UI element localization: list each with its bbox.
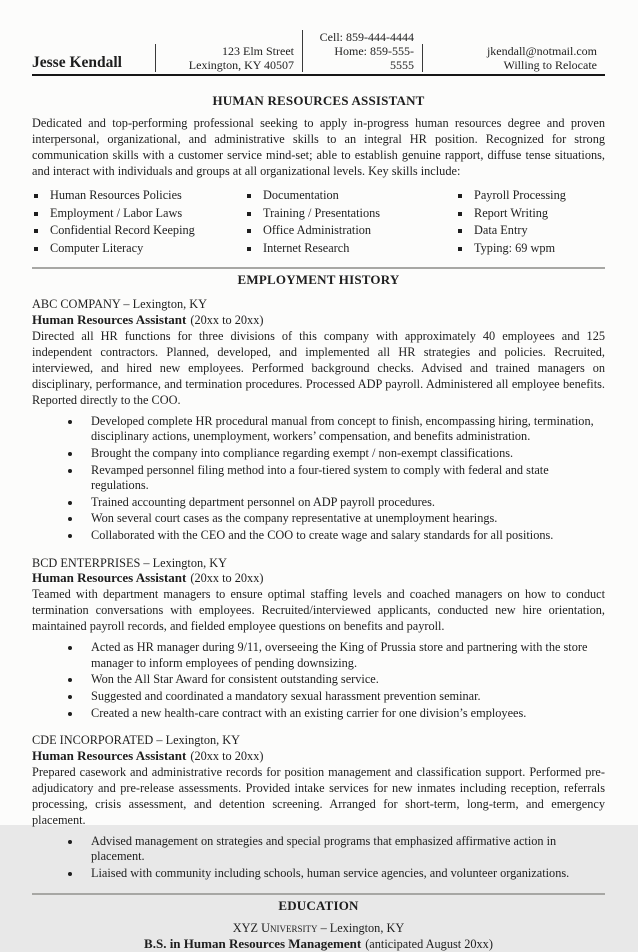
- skill-item: ▪ Computer Literacy: [48, 241, 245, 256]
- skill-item: ▪ Report Writing: [472, 206, 605, 221]
- skills-column-3: [456, 188, 605, 258]
- company-line: CDE INCORPORATED – Lexington, KY: [32, 733, 241, 748]
- achievement-item: • Collaborated with the CEO and the COO to create wage and salary standards for all positions.: [82, 528, 605, 544]
- achievement-item: • Revamped personnel filing method into a four-tiered system to comply with federal and state regulations.: [82, 463, 605, 494]
- relocation-note: Willing to Relocate: [503, 58, 597, 72]
- achievement-item: • Acted as HR manager during 9/11, overseeing the King of Prussia store and partnering with the store manager to inform employees of pending downsizing.: [82, 640, 605, 671]
- employment-section-title: EMPLOYMENT HISTORY: [237, 272, 400, 288]
- job-title: Human Resources Assistant: [32, 747, 187, 763]
- school-name: XYZ University: [232, 921, 318, 936]
- employment-history: [32, 297, 605, 881]
- skill-item: ▪ Typing: 69 wpm: [472, 241, 605, 256]
- section-divider: [32, 267, 605, 269]
- skill-item: ▪ Confidential Record Keeping: [48, 223, 245, 238]
- job-achievements: [32, 414, 605, 544]
- company-line: ABC COMPANY – Lexington, KY: [32, 297, 208, 312]
- email-block: [422, 44, 605, 72]
- skill-item: ▪ Office Administration: [261, 223, 456, 238]
- achievement-item: • Brought the company into compliance regarding exempt / non-exempt classifications.: [82, 446, 605, 462]
- skill-item: ▪ Human Resources Policies: [48, 188, 245, 203]
- school-location: – Lexington, KY: [320, 921, 405, 936]
- skill-item: ▪ Internet Research: [261, 241, 456, 256]
- role-line: [32, 748, 605, 764]
- job-achievements: [32, 640, 605, 721]
- job-description: Teamed with department managers to ensure optimal staffing levels and coached managers on how to conduct termination conversations with employees. Recruited/interviewed applicants, conducted new hire orientation, maintained payroll records, and fielded employee questions on benefits and payroll.: [32, 587, 605, 634]
- job-dates: (20xx to 20xx): [190, 571, 264, 586]
- job-title: Human Resources Assistant: [32, 311, 187, 327]
- role-line: [32, 312, 605, 328]
- summary-paragraph: Dedicated and top-performing professional seeking to apply in-progress human resources degree and proven interpersonal, organizational, and administrative skills to an integral HR position. Recognized for strong communication skills with a customer service mind-set; able to establish genuine rapport, diffuse tense situations, and interact with individuals and groups at all organizational levels. Key skills include:: [32, 116, 605, 178]
- skill-item: ▪ Payroll Processing: [472, 188, 605, 203]
- candidate-name: Jesse Kendall: [32, 54, 122, 71]
- job-description: Prepared casework and administrative records for position management and classification support. Performed pre-adjudicatory and pre-release assessments. Provided intake services for new inmates including reception, referrals processing, crisis assessment, and detention screening. Arranged for short-term, long-term, and emergency placement.: [32, 764, 605, 827]
- job-entry-cde-incorporated: [32, 733, 605, 881]
- cell-phone: Cell: 859-444-4444: [319, 30, 414, 44]
- job-entry-bcd-enterprises: [32, 556, 605, 721]
- address-line-1: 123 Elm Street: [222, 44, 294, 58]
- achievement-item: • Advised management on strategies and special programs that emphasized affirmative action in placement.: [82, 834, 605, 865]
- address-line-2: Lexington, KY 40507: [188, 58, 294, 72]
- job-achievements: [32, 834, 605, 882]
- skill-item: ▪ Employment / Labor Laws: [48, 206, 245, 221]
- key-skills-list: [32, 188, 605, 258]
- achievement-item: • Suggested and coordinated a mandatory sexual harassment prevention seminar.: [82, 689, 605, 705]
- email-address: jkendall@notmail.com: [486, 44, 597, 58]
- education-section: [32, 898, 605, 952]
- degree-line: [32, 936, 605, 952]
- achievement-item: • Trained accounting department personnel on ADP payroll procedures.: [82, 495, 605, 511]
- job-dates: (20xx to 20xx): [190, 312, 264, 327]
- resume-title: HUMAN RESOURCES ASSISTANT: [212, 93, 425, 108]
- achievement-item: • Won several court cases as the company representative at unemployment hearings.: [82, 511, 605, 527]
- contact-header: [32, 30, 605, 76]
- company-line: BCD ENTERPRISES – Lexington, KY: [32, 555, 228, 570]
- skill-item: ▪ Documentation: [261, 188, 456, 203]
- phone-block: [302, 30, 422, 72]
- skills-column-1: [32, 188, 245, 258]
- skill-item: ▪ Data Entry: [472, 223, 605, 238]
- skill-item: ▪ Training / Presentations: [261, 206, 456, 221]
- job-description: Directed all HR functions for three divisions of this company with approximately 40 employees and 125 independent contractors. Planned, developed, and implemented all HR strategies and policies. Recruited, interviewed, and hired new employees. Performed background checks. Advised and trained managers on disciplinary, performance, and termination procedures. Processed ADP payroll. Administered all employee benefits. Reported directly to the COO.: [32, 328, 605, 407]
- section-divider: [32, 893, 605, 895]
- school-line: [32, 921, 605, 936]
- job-dates: (20xx to 20xx): [190, 748, 264, 763]
- address-block: [155, 44, 302, 72]
- degree-note: (anticipated August 20xx): [365, 937, 493, 952]
- achievement-item: • Won the All Star Award for consistent outstanding service.: [82, 672, 605, 688]
- achievement-item: • Liaised with community including schools, human service agencies, and volunteer organizations.: [82, 866, 605, 882]
- degree-name: B.S. in Human Resources Management: [144, 936, 362, 952]
- achievement-item: • Developed complete HR procedural manual from concept to finish, encompassing hiring, termination, disciplinary actions, unemployment, workers’ compensation, and benefits administration.: [82, 414, 605, 445]
- achievement-item: • Created a new health-care contract with an existing carrier for one division’s employees.: [82, 706, 605, 722]
- role-line: [32, 570, 605, 586]
- home-phone: Home: 859-555-5555: [334, 44, 414, 72]
- job-entry-abc-company: [32, 297, 605, 543]
- education-section-title: EDUCATION: [278, 898, 359, 914]
- job-title: Human Resources Assistant: [32, 570, 187, 586]
- skills-column-2: [245, 188, 456, 258]
